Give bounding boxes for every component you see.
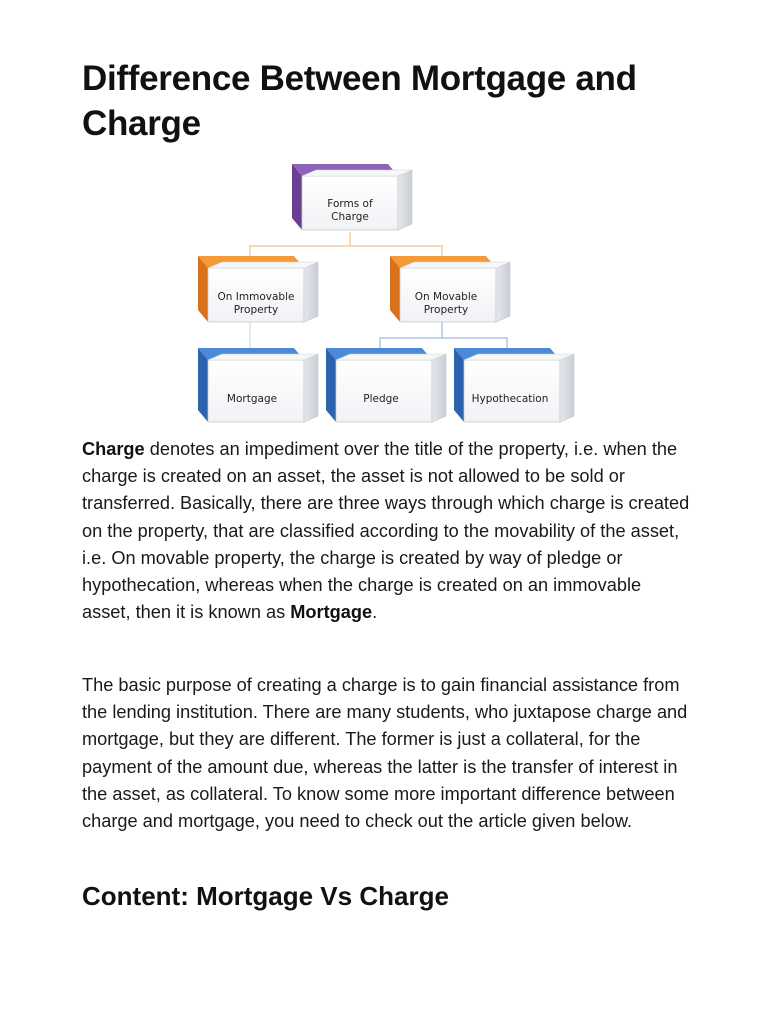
leaf-label-mortgage: Mortgage: [226, 393, 278, 405]
box-pledge: [326, 348, 446, 422]
box-mortgage: [198, 348, 318, 422]
section-heading: Content: Mortgage Vs Charge: [82, 881, 449, 911]
paragraph-charge-definition: [82, 436, 690, 626]
paragraph1-end: .: [372, 602, 378, 623]
box-forms-of-charge: [292, 164, 412, 230]
box-on-movable-property: [390, 256, 510, 322]
root-label-line1: Forms of: [327, 198, 373, 210]
root-label-line2: Charge: [331, 211, 369, 223]
page-title: Difference Between Mortgage and Charge: [82, 59, 637, 143]
leaf-label-hypothecation: Hypothecation: [471, 393, 549, 405]
bold-term-charge: Charge: [82, 439, 145, 459]
leaf-label-pledge: Pledge: [363, 393, 399, 405]
right-label-line1: On Movable: [414, 291, 478, 303]
left-label-line1: On Immovable: [217, 291, 295, 303]
forms-of-charge-diagram: [190, 160, 580, 430]
left-label-line2: Property: [233, 304, 279, 316]
paragraph1-body: denotes an impediment over the title of the property, i.e. when the charge is created on an asset, the asset is not allowed to be sold or transferred. Basically, there are three ways through which charge is created on the property, that are classified according to the movability of the asset, i.e. On movable property, the charge is created by way of pledge or hypothecation, whereas when the charge is created on an immovable asset, then it is known as: [82, 439, 690, 623]
paragraph-purpose: The basic purpose of creating a charge is to gain financial assistance from the lending institution. There are many students, who juxtapose charge and mortgage, but they are different. The former is just a collateral, for the payment of the amount due, whereas the latter is the transfer of interest in the asset, as collateral. To know some more important difference between charge and mortgage, you need to check out the article given below.: [82, 675, 688, 832]
box-on-immovable-property: [198, 256, 318, 322]
right-label-line2: Property: [423, 304, 469, 316]
box-hypothecation: [454, 348, 574, 422]
bold-term-mortgage: Mortgage: [290, 602, 373, 623]
